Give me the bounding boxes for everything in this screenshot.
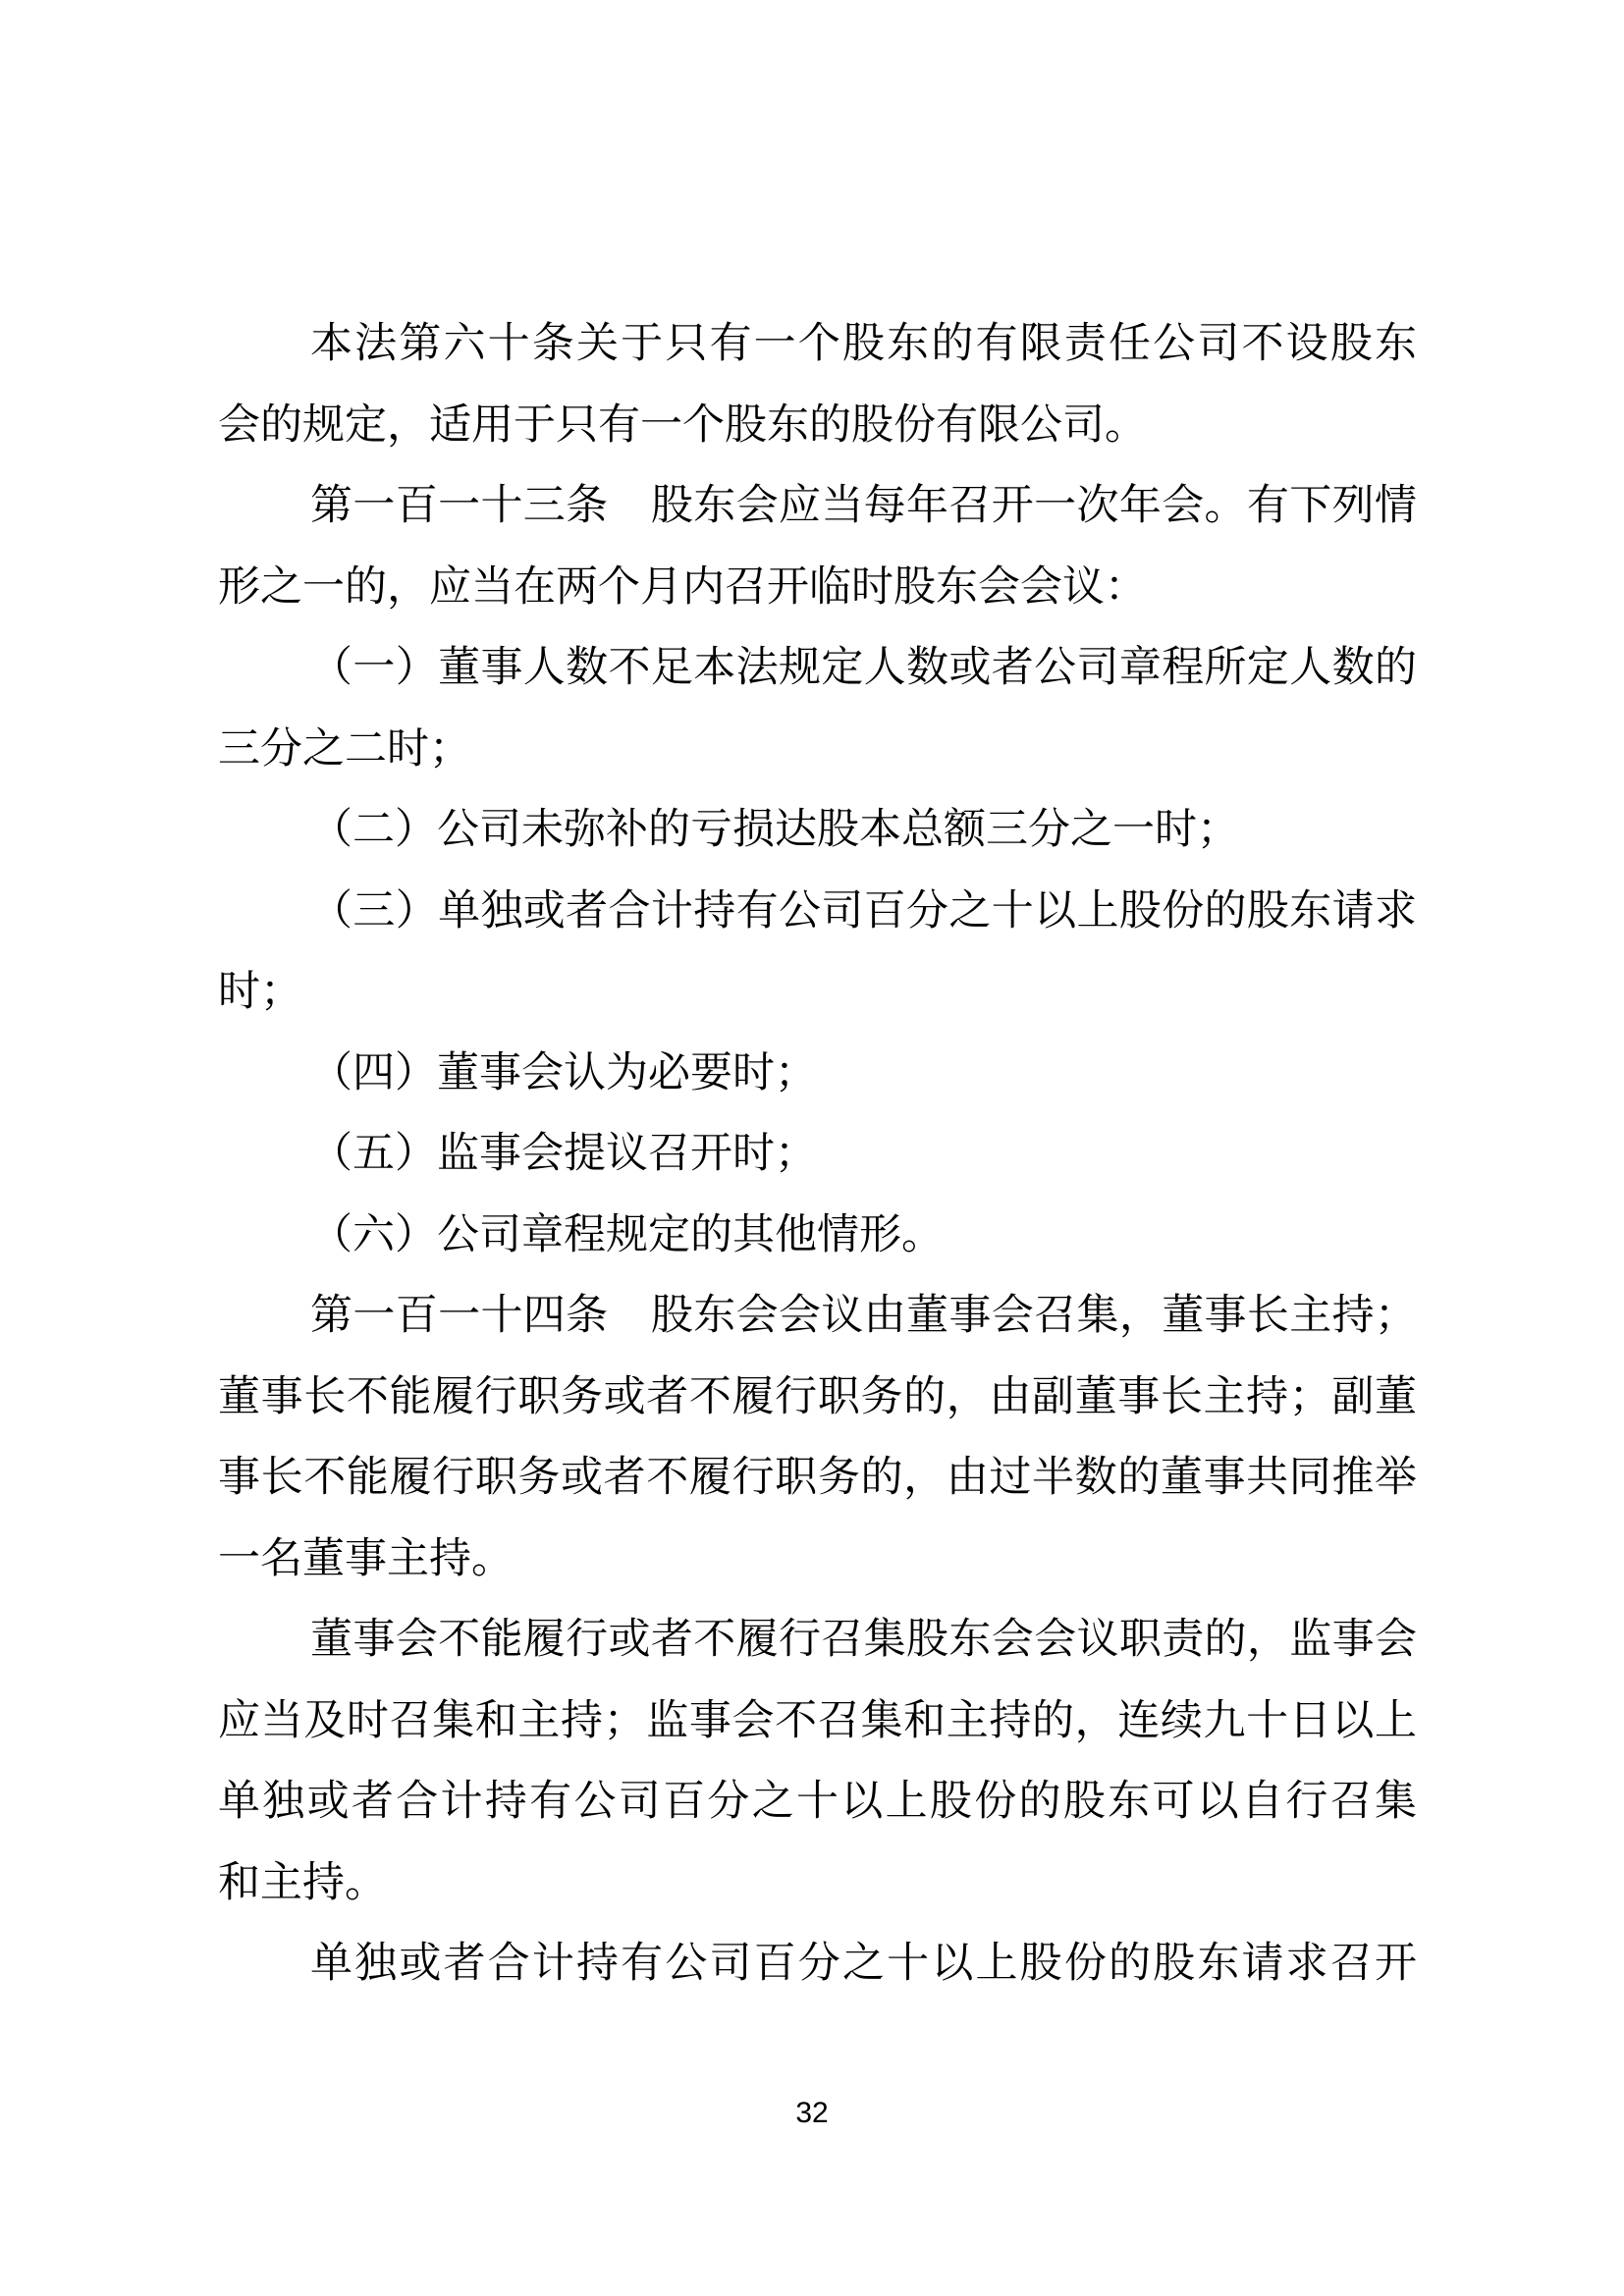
text-line: 会的规定，适用于只有一个股东的股份有限公司。 [218, 401, 1147, 449]
text-line: 单独或者合计持有公司百分之十以上股份的股东可以自行召集 [218, 1779, 1417, 1825]
text-line: 董事长不能履行职务或者不履行职务的，由副董事长主持；副董 [218, 1373, 1417, 1420]
text-line: 第一百一十四条 股东会会议由董事会召集，董事长主持； [310, 1293, 1417, 1339]
text-line: 形之一的，应当在两个月内召开临时股东会会议： [218, 563, 1147, 611]
text-line: 时； [218, 969, 302, 1015]
page-number: 32 [795, 2097, 829, 2129]
text-line: （一）董事人数不足本法规定人数或者公司章程所定人数的 [310, 645, 1417, 691]
text-line: 第一百一十三条 股东会应当每年召开一次年会。有下列情 [310, 483, 1417, 529]
text-line: （六）公司章程规定的其他情形。 [310, 1211, 944, 1258]
text-line: 单独或者合计持有公司百分之十以上股份的股东请求召开 [310, 1941, 1417, 1987]
document-body [218, 304, 1417, 2005]
text-line: 事长不能履行职务或者不履行职务的，由过半数的董事共同推举 [218, 1455, 1417, 1501]
text-line: 三分之二时； [218, 725, 471, 773]
text-line: 和主持。 [218, 1859, 387, 1906]
text-line: 董事会不能履行或者不履行召集股东会会议职责的，监事会 [310, 1617, 1417, 1663]
text-line: （四）董事会认为必要时； [310, 1049, 817, 1096]
text-line: （二）公司未弥补的亏损达股本总额三分之一时； [310, 807, 1239, 853]
text-line: （三）单独或者合计持有公司百分之十以上股份的股东请求 [310, 887, 1417, 934]
text-line: 本法第六十条关于只有一个股东的有限责任公司不设股东 [310, 321, 1417, 367]
text-line: （五）监事会提议召开时； [310, 1131, 817, 1177]
text-line: 一名董事主持。 [218, 1535, 514, 1582]
text-line: 应当及时召集和主持；监事会不召集和主持的，连续九十日以上 [218, 1697, 1417, 1744]
